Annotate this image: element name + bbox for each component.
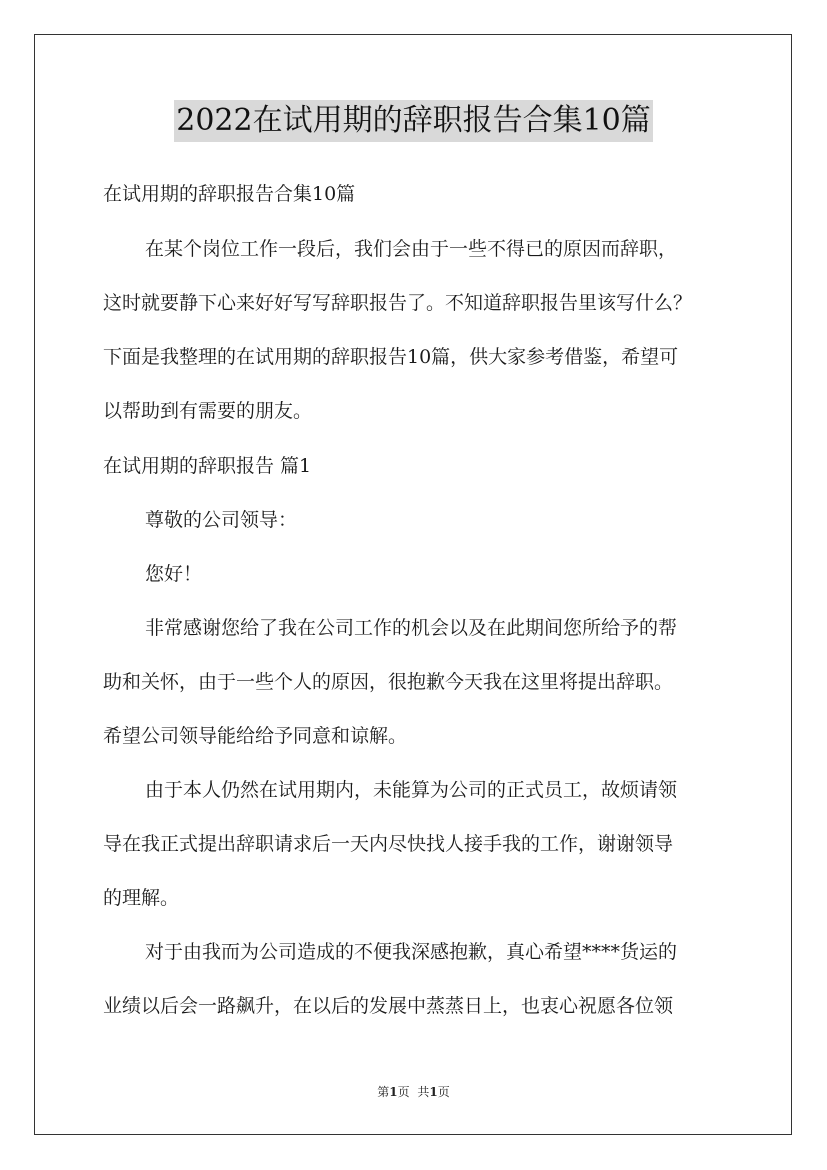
total-prefix: 共 xyxy=(417,1085,430,1099)
total-suffix: 页 xyxy=(437,1085,450,1099)
salutation-line: 尊敬的公司领导： xyxy=(145,509,298,531)
paragraph-line: 希望公司领导能给给予同意和谅解。 xyxy=(103,725,408,747)
document-title: 2022在试用期的辞职报告合集10篇 xyxy=(174,100,653,142)
paragraph-line: 业绩以后会一路飙升，在以后的发展中蒸蒸日上，也衷心祝愿各位领 xyxy=(103,995,674,1017)
section-heading: 在试用期的辞职报告 篇1 xyxy=(103,455,312,477)
paragraph-line: 对于由我而为公司造成的不便我深感抱歉，真心希望****货运的 xyxy=(145,941,678,963)
greeting-line: 您好！ xyxy=(145,563,203,585)
paragraph-line: 导在我正式提出辞职请求后一天内尽快找人接手我的工作，谢谢领导 xyxy=(103,833,674,855)
page-number: 1 xyxy=(389,1085,398,1099)
title-container xyxy=(0,100,827,142)
page-footer xyxy=(0,1084,827,1100)
paragraph-line: 的理解。 xyxy=(103,887,180,909)
paragraph-line: 非常感谢您给了我在公司工作的机会以及在此期间您所给予的帮 xyxy=(145,617,678,639)
page-prefix: 第 xyxy=(377,1085,390,1099)
paragraph-line: 由于本人仍然在试用期内，未能算为公司的正式员工，故烦请领 xyxy=(145,779,678,801)
paragraph-line: 这时就要静下心来好好写写辞职报告了。不知道辞职报告里该写什么？ xyxy=(103,292,693,314)
total-pages: 1 xyxy=(429,1085,438,1099)
page-suffix: 页 xyxy=(397,1085,410,1099)
paragraph-line: 以帮助到有需要的朋友。 xyxy=(103,400,313,422)
paragraph-line: 下面是我整理的在试用期的辞职报告10篇，供大家参考借鉴，希望可 xyxy=(103,346,679,368)
paragraph-line: 在某个岗位工作一段后，我们会由于一些不得已的原因而辞职， xyxy=(145,238,678,260)
subtitle-line: 在试用期的辞职报告合集10篇 xyxy=(103,183,356,205)
paragraph-line: 助和关怀，由于一些个人的原因，很抱歉今天我在这里将提出辞职。 xyxy=(103,671,674,693)
